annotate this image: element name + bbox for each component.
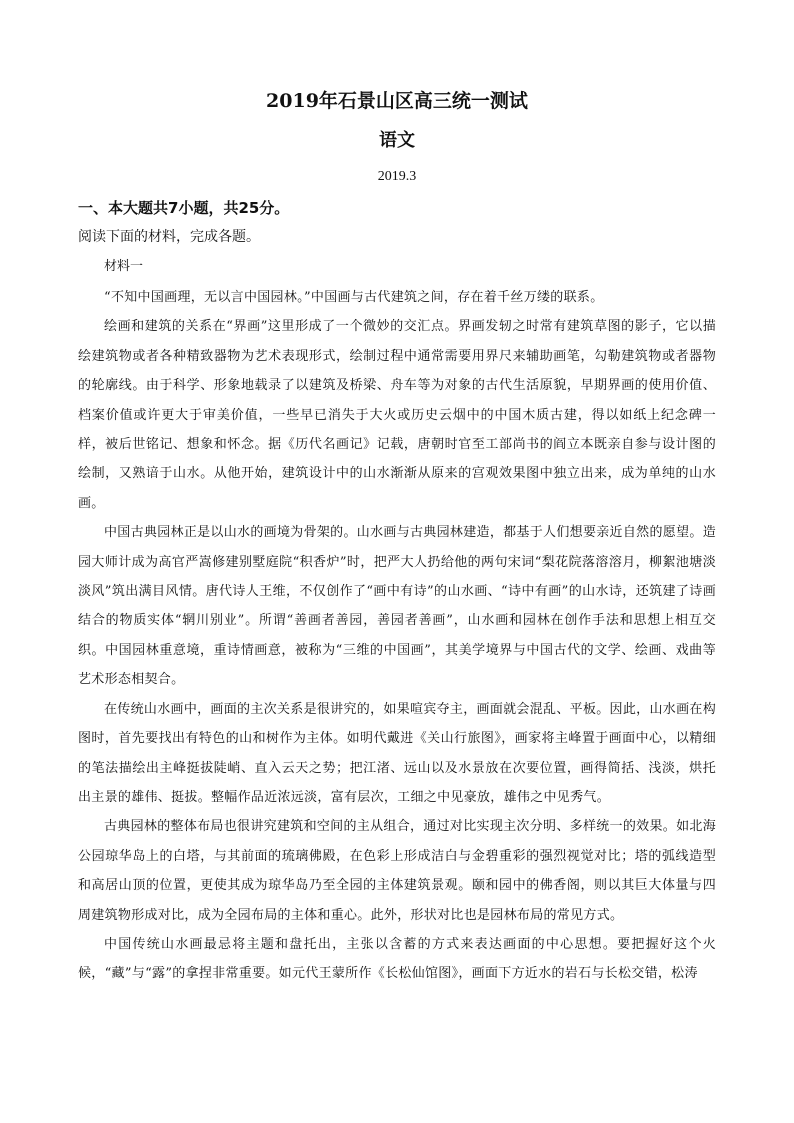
paragraph: 在传统山水画中，画面的主次关系是很讲究的，如果喧宾夺主，画面就会混乱、平板。因此，山水画在构图时，首先要找出有特色的山和树作为主体。如明代戴进《关山行旅图》，画家将主峰置于画面中心，以精细的笔法描绘出主峰挺拔陡峭、直入云天之势；把江渚、远山以及水景放在次要位置，画得简括、浅淡，烘托出主景的雄伟、挺拔。整幅作品近浓远淡，富有层次，工细之中见豪放，雄伟之中见秀气。 [78, 701, 716, 805]
paragraph: 中国古典园林正是以山水的画境为骨架的。山水画与古典园林建造，都基于人们想要亲近自然的愿望。造园大师计成为高官严嵩修建别墅庭院“积香炉”时，把严大人扔给他的两句宋词“梨花院落溶溶月，柳絮池塘淡淡风”筑出满目风情。唐代诗人王维，不仅创作了“画中有诗”的山水画、“诗中有画”的山水诗，还筑建了诗画结合的物质实体“辋川别业”。所谓“善画者善园，善园者善画”，山水画和园林在创作手法和思想上相互交织。中国园林重意境，重诗情画意，被称为“三维的中国画”，其美学境界与中国古代的文学、绘画、戏曲等艺术形态相契合。 [78, 525, 716, 688]
instruction-text: 阅读下面的材料，完成各题。 [78, 229, 260, 245]
paragraph: “不知中国画理，无以言中国园林。”中国画与古代建筑之间，存在着千丝万缕的联系。 [104, 290, 604, 305]
article-body [78, 283, 716, 989]
subject-title: 语文 [379, 130, 415, 151]
section-heading: 一、本大题共7小题，共25分。 [78, 199, 290, 217]
material-label: 材料一 [104, 259, 144, 274]
paragraph: 绘画和建筑的关系在“界画”这里形成了一个微妙的交汇点。界画发轫之时常有建筑草图的影子，它以描绘建筑物或者各种精致器物为艺术表现形式，绘制过程中通常需要用界尺来辅助画笔，勾勒建筑物或者器物的轮廓线。由于科学、形象地载录了以建筑及桥梁、舟车等为对象的古代生活原貌，早期界画的使用价值、档案价值或许更大于审美价值，一些早已消失于大火或历史云烟中的中国木质古建，得以如纸上纪念碑一样，被后世铭记、想象和怀念。据《历代名画记》记载，唐朝时官至工部尚书的阎立本既亲自参与设计图的绘制，又熟谙于山水。从他开始，建筑设计中的山水渐渐从原来的宫观效果图中独立出来，成为单纯的山水画。 [78, 319, 716, 511]
paragraph: 中国传统山水画最忌将主题和盘托出，主张以含蓄的方式来表达画面的中心思想。要把握好这个火候，“藏”与“露”的拿捏非常重要。如元代王蒙所作《长松仙馆图》，画面下方近水的岩石与长松交错，松涛 [78, 936, 716, 982]
paragraph: 古典园林的整体布局也很讲究建筑和空间的主从组合，通过对比实现主次分明、多样统一的效果。如北海公园琼华岛上的白塔，与其前面的琉璃佛殿，在色彩上形成洁白与金碧重彩的强烈视觉对比；塔的弧线造型和高居山顶的位置，更使其成为琼华岛乃至全园的主体建筑景观。颐和园中的佛香阁，则以其巨大体量与四周建筑物形成对比，成为全园布局的主体和重心。此外，形状对比也是园林布局的常见方式。 [78, 819, 716, 923]
exam-title: 2019年石景山区高三统一测试 [266, 90, 528, 112]
exam-date: 2019.3 [377, 169, 417, 184]
